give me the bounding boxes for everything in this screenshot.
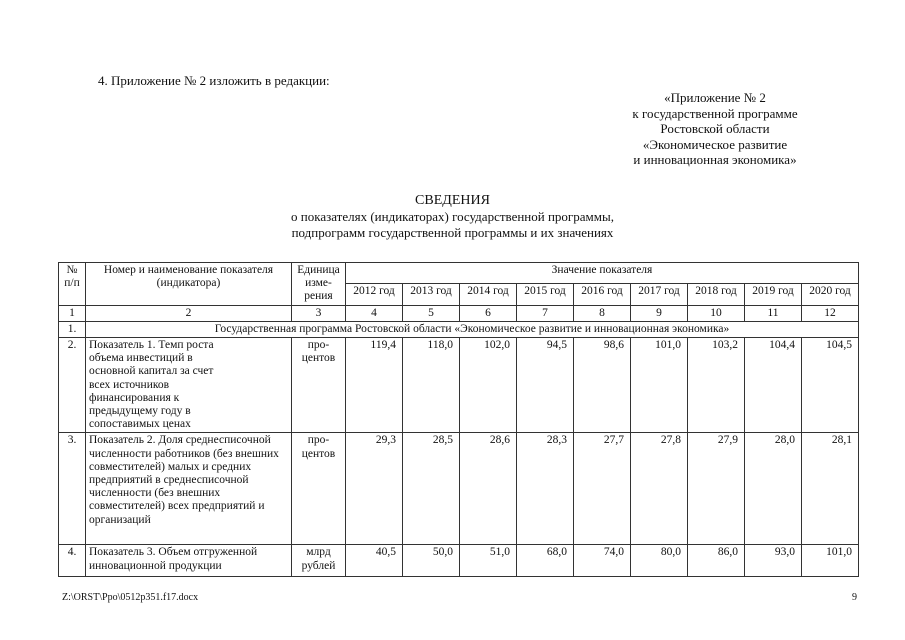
indicator-value: 102,0 (460, 338, 517, 433)
header-year: 2012 год (346, 284, 403, 305)
indicator-value: 101,0 (631, 338, 688, 433)
indicator-value: 28,0 (745, 433, 802, 545)
header-year: 2013 год (403, 284, 460, 305)
heading-title: СВЕДЕНИЯ (415, 193, 490, 208)
indicator-value: 104,4 (745, 338, 802, 433)
header-name: Номер и наименование показателя (индикатора) (86, 263, 292, 306)
indicator-value: 94,5 (517, 338, 574, 433)
header-year: 2014 год (460, 284, 517, 305)
row-num: 2. (59, 338, 86, 433)
indicator-name: Показатель 2. Доля среднесписочной численности работников (без внешних совместителей) малых и средних предприятий в среднесписочной численности (без внешних совместителей) всех предприятий и организаций (86, 433, 292, 545)
indicator-value: 74,0 (574, 545, 631, 577)
indicator-value: 103,2 (688, 338, 745, 433)
file-path: Z:\ORST\Ppo\0512p351.f17.docx (62, 592, 199, 603)
indicator-value: 93,0 (745, 545, 802, 577)
column-number: 6 (460, 305, 517, 321)
appendix-line: «Приложение № 2 (664, 90, 766, 105)
column-number: 1 (59, 305, 86, 321)
row-num: 4. (59, 545, 86, 577)
appendix-line: к государственной программе (632, 105, 798, 121)
indicator-value: 98,6 (574, 338, 631, 433)
header-year: 2015 год (517, 284, 574, 305)
intro-text: 4. Приложение № 2 изложить в редакции: (98, 73, 330, 88)
table-row (59, 545, 859, 577)
header-year: 2020 год (802, 284, 859, 305)
document-heading (0, 193, 905, 241)
header-year: 2016 год (574, 284, 631, 305)
column-number: 12 (802, 305, 859, 321)
header-year: 2017 год (631, 284, 688, 305)
indicator-unit: млрд рублей (292, 545, 346, 577)
indicator-value: 119,4 (346, 338, 403, 433)
header-year: 2018 год (688, 284, 745, 305)
indicator-value: 86,0 (688, 545, 745, 577)
indicator-value: 40,5 (346, 545, 403, 577)
indicator-value: 104,5 (802, 338, 859, 433)
header-year: 2019 год (745, 284, 802, 305)
column-number: 7 (517, 305, 574, 321)
column-number: 2 (86, 305, 292, 321)
indicator-value: 50,0 (403, 545, 460, 577)
appendix-line: «Экономическое развитие (642, 136, 788, 152)
table-row (59, 338, 859, 433)
column-number: 5 (403, 305, 460, 321)
row-num: 3. (59, 433, 86, 545)
heading-subtitle-1: о показателях (индикаторах) государственной программы, (291, 209, 614, 224)
header-num: № п/п (59, 263, 86, 306)
section-row (59, 321, 859, 337)
page-number: 9 (852, 592, 857, 603)
table-header-row (59, 263, 859, 284)
indicator-value: 80,0 (631, 545, 688, 577)
indicator-name: Показатель 1. Темп роста объема инвестиций в основной капитал за счет всех источников финансирования к предыдущему году в сопоставимых ценах (86, 338, 292, 433)
column-number: 3 (292, 305, 346, 321)
column-number: 9 (631, 305, 688, 321)
indicator-unit: процентов (292, 338, 346, 433)
indicator-value: 27,8 (631, 433, 688, 545)
indicator-unit: процентов (292, 433, 346, 545)
heading-subtitle-2: подпрограмм государственной программы и их значениях (291, 225, 614, 240)
indicator-value: 28,6 (460, 433, 517, 545)
indicator-value: 28,1 (802, 433, 859, 545)
indicator-name: Показатель 3. Объем отгруженной инновационной продукции (86, 545, 292, 577)
indicators-table (58, 262, 859, 577)
appendix-line: и инновационная экономика» (633, 152, 797, 167)
section-title: Государственная программа Ростовской области «Экономическое развитие и инновационная экономика» (86, 321, 859, 337)
indicator-value: 51,0 (460, 545, 517, 577)
appendix-line: Ростовской области (660, 121, 770, 136)
column-number: 8 (574, 305, 631, 321)
header-unit: Единица измерения (292, 263, 346, 306)
indicator-value: 101,0 (802, 545, 859, 577)
table-row (59, 433, 859, 545)
indicator-value: 118,0 (403, 338, 460, 433)
indicator-value: 29,3 (346, 433, 403, 545)
column-number: 10 (688, 305, 745, 321)
indicator-value: 28,3 (517, 433, 574, 545)
indicator-value: 68,0 (517, 545, 574, 577)
indicator-value: 27,7 (574, 433, 631, 545)
row-num: 1. (59, 321, 86, 337)
indicator-value: 27,9 (688, 433, 745, 545)
header-value: Значение показателя (346, 263, 859, 284)
column-number: 4 (346, 305, 403, 321)
appendix-reference (585, 90, 845, 168)
indicator-value: 28,5 (403, 433, 460, 545)
column-number: 11 (745, 305, 802, 321)
column-numbers-row (59, 305, 859, 321)
